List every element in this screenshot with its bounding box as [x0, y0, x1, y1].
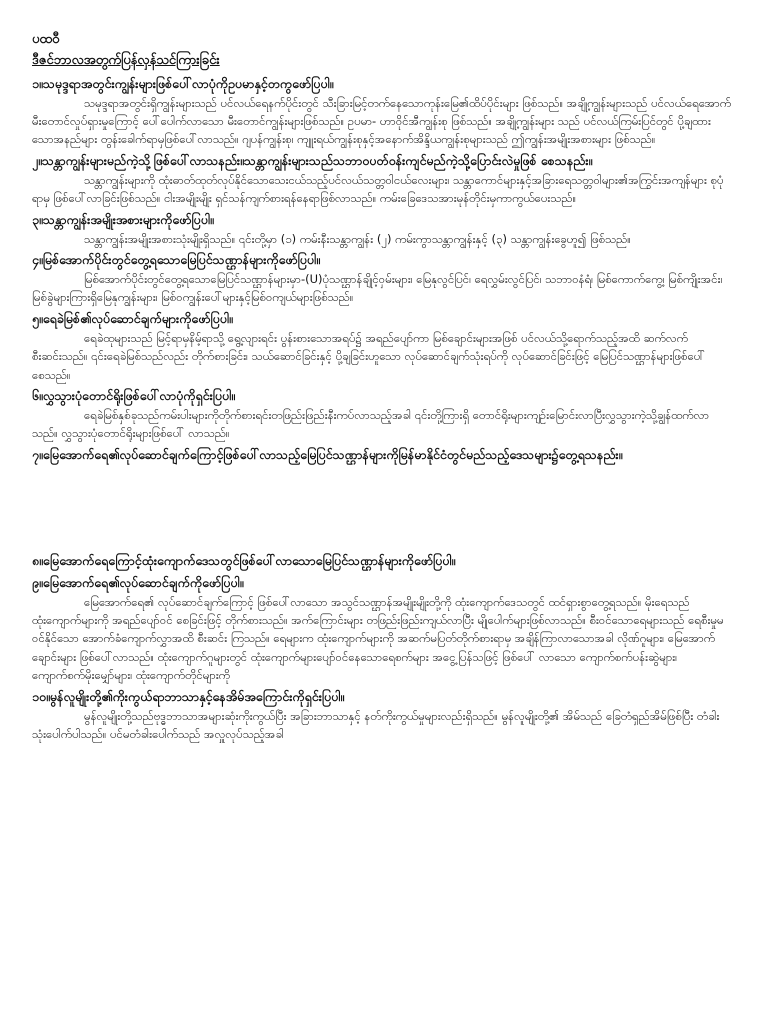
answer-4: မြစ်အောက်ပိုင်းတွင်တွေ့ရသောမြေပြင်သဏ္ဌာန်များမှာ-(U)ပုံသဏ္ဌာန်ချိုင့်ဝှမ်းများ၊ မြေနုလွင်ပြင်၊ ရေလွှမ်းလွင်ပြင်၊ သဘာဝနံရံ၊ မြစ်ကောက်ကွေ့၊ မြစ်ကျိုးအင်း၊ မြစ်ခွဲများကြားရှိမြေနုကျွန်းများ၊ မြစ်ဝကျွန်းပေါ်များနှင့်မြစ်ဝကျယ်များဖြစ်သည်။ — [32, 271, 723, 305]
question-9: ၉။မြေအောက်ရေ၏လုပ်ဆောင်ချက်ကိုဖော်ပြပါ။ — [32, 574, 244, 590]
answer-1: သမုဒ္ဒရာအတွင်းရှိကျွန်းများသည် ပင်လယ်ရေနက်ပိုင်းတွင် သီးခြားမြင့်တက်နေသောကုန်းမြေ၏ထိပ်ပိုင်းများ ဖြစ်သည်။ အချို့ကျွန်းများသည် ပင်လယ်ရေအောက် မီးတောင်လှုပ်ရှားမှုကြောင့် ပေါ်ပေါက်လာသော မီးတောင်ကျွန်းများဖြစ်သည်။ ဥပမာ- ဟာဝိုင်အီကျွန်းစု ဖြစ်သည်။ အချို့ကျွန်းများ သည် ပင်လယ်ကြမ်းပြင်တွင် ပို့ချထားသောအနည်များ တွန်းခေါက်ရာမှဖြစ်ပေါ်လာသည်။ ဂျပန်ကျွန်းစု၊ ကျူးရယ်ကျွန်းစုနှင့်အနောက်အိန္ဒိယကျွန်းစုများသည် ဤကျွန်းအမျိုးအစားများ ဖြစ်သည်။ — [32, 95, 732, 147]
question-2: ၂။သန္တာကျွန်းများမည်ကဲ့သို့ဖြစ်ပေါ်လာသနည်း။သန္တာကျွန်းများသည်သဘာဝပတ်ဝန်းကျင်မည်ကဲ့သို့ပြောင်းလဲမှုဖြစ် စေသနည်း။ — [32, 152, 593, 168]
answer-9: မြေအောက်ရေ၏ လုပ်ဆောင်ချက်ကြောင့် ဖြစ်ပေါ်လာသော အသွင်သဏ္ဌာန်အမျိုးမျိုးတို့ကို ထုံးကျောက်ဒေသတွင် ထင်ရှားစွာတွေ့ရသည်။ မိုးရေသည် ထုံးကျောက်များကို အရည်ပျော်ဝင် စေခြင်းဖြင့် တိုက်စားသည်။ အက်ကြောင်းများ တဖြည်းဖြည်းကျယ်လာပြီး မျိုပေါက်များဖြစ်လာသည်။ စီးဝင်သောရေများသည် ရေစီးမှုမဝင်နိုင်သော အောက်ခံကျောက်လွှာအထိ စီးဆင်း ကြသည်။ ရေများက ထုံးကျောက်များကို အဆက်မပြတ်တိုက်စားရာမှ အချိန်ကြာလာသောအခါ လိုဏ်ဂူများ၊ မြေအောက်ချောင်းများ ဖြစ်ပေါ်လာသည်။ ထုံးကျောက်ဂူများတွင် ထုံးကျောက်များပျော်ဝင်နေသောရေစက်များ အငွေ့ပြန်သဖြင့် ဖြစ်ပေါ် လာသော ကျောက်စက်ပန်းဆွဲများ၊ ကျောက်စက်မိုးမျှော်များ၊ ထုံးကျောက်တိုင်များကို — [32, 594, 724, 683]
question-3: ၃။သန္တာကျွန်းအမျိုးအစားများကိုဖော်ပြပါ။ — [32, 211, 214, 227]
question-7: ၇။မြေအောက်ရေ၏လုပ်ဆောင်ချက်ကြောင့်ဖြစ်ပေါ်လာသည့်မြေပြင်သဏ္ဌာန်များကိုမြန်မာနိုင်ငံတွင်မည်သည့်ဒေသများ၌တွေ့ရသနည်း။ — [32, 446, 623, 462]
blank-space — [32, 465, 732, 549]
question-8: ၈။မြေအောက်ရေကြောင့်ထုံးကျောက်ဒေသတွင်ဖြစ်ပေါ်လာသောမြေပြင်သဏ္ဌာန်များကိုဖော်ပြပါ။ — [32, 552, 456, 568]
question-6: ၆။လွှသွားပုံတောင်ရိုးဖြစ်ပေါ်လာပုံကိုရှင်းပြပါ။ — [32, 387, 236, 403]
subject-title: ဒီဇင်ဘာလအတွက်ပြန်လှန်သင်ကြားခြင်း — [32, 52, 220, 68]
answer-10: မွန်လူမျိုးတို့သည်ဗုဒ္ဓဘာသာအများဆုံးကိုးကွယ်ပြီး အခြားဘာသာနှင့် နတ်ကိုးကွယ်မှုများလည်းရှိသည်။ မွန်လူမျိုးတို့၏ အိမ်သည် ခြေတံရှည်အိမ်ဖြစ်ပြီး တံခါး သုံးပေါက်ပါသည်။ ပင်မတံခါးပေါက်သည် အလှူလုပ်သည့်အခါ — [32, 708, 720, 742]
answer-3: သန္တာကျွန်းအမျိုးအစားသုံးမျိုးရှိသည်။ ၎င်းတို့မှာ (၁) ကမ်းနီးသန္တာကျွန်း (၂) ကမ်းကွာသန္တာကျွန်းနှင့် (၃) သန္တာကျွန်းခွေဟူ၍ ဖြစ်သည်။ — [84, 231, 631, 246]
chapter-title: ပထဝီ — [32, 32, 60, 47]
question-5: ၅။ရေခဲမြစ်၏လုပ်ဆောင်ချက်များကိုဖော်ပြပါ။ — [32, 310, 233, 326]
question-1: ၁။သမုဒ္ဒရာအတွင်းကျွန်းများဖြစ်ပေါ်လာပုံကိုဥပမာနှင့်တကွဖော်ပြပါ။ — [32, 75, 334, 91]
answer-2: သန္တာကျွန်းများကို ထုံးဓာတ်ထုတ်လုပ်နိုင်သောသေးငယ်သည့်ပင်လယ်သတ္တဝါငယ်လေးများ၊ သန္တာကောင်များနှင့်အခြားရေသတ္တဝါများ၏အကြွင်းအကျန်များ စုပုံရာမှ ဖြစ်ပေါ်လာခြင်းဖြစ်သည်။ ငါးအမျိုးမျိုး ရှင်သန်ကျက်စားရန်နေရာဖြစ်လာသည်။ ကမ်းခြေဒေသအားမုန်တိုင်းမှကာကွယ်ပေးသည်။ — [32, 172, 724, 206]
answer-5: ရေခဲထုများသည် မြင့်ရာမှနိမ့်ရာသို့ ရွေ့လျားရင်း ပွန်းစားသောအရပ်၌ အရည်ပျော်ကာ မြစ်ချောင်းများအဖြစ် ပင်လယ်သို့ရောက်သည့်အထိ ဆက်လက်စီးဆင်းသည်။ ၎င်းရေခဲမြစ်သည်လည်း တိုက်စားခြင်း၊ သယ်ဆောင်ခြင်းနှင့် ပို့ချခြင်းဟူသော လုပ်ဆောင်ချက်သုံးရပ်ကို လုပ်ဆောင်ခြင်းဖြင့် မြေပြင်သဏ္ဌာန်များဖြစ်ပေါ်စေသည်။ — [32, 330, 706, 382]
question-4: ၄။မြစ်အောက်ပိုင်းတွင်တွေ့ရသောမြေပြင်သဏ္ဌာန်များကိုဖော်ပြပါ။ — [32, 251, 320, 267]
answer-6: ရေခဲမြစ်နှစ်ခုသည်ကမ်းပါးများကိုတိုက်စားရင်းတဖြည်းဖြည်းနီးကပ်လာသည့်အခါ ၎င်းတို့ကြားရှိ တောင်ရိုးများကျဉ်းမြောင်းလာပြီးလွှသွားကဲ့သို့ချွန်ထက်လာသည်။ လွှသွားပုံတောင်ရိုးများဖြစ်ပေါ် လာသည်။ — [32, 407, 710, 441]
question-10: ၁၀။မွန်လူမျိုးတို့၏ကိုးကွယ်ရာဘာသာနှင့်နေအိမ်အကြောင်းကိုရှင်းပြပါ။ — [32, 688, 345, 704]
